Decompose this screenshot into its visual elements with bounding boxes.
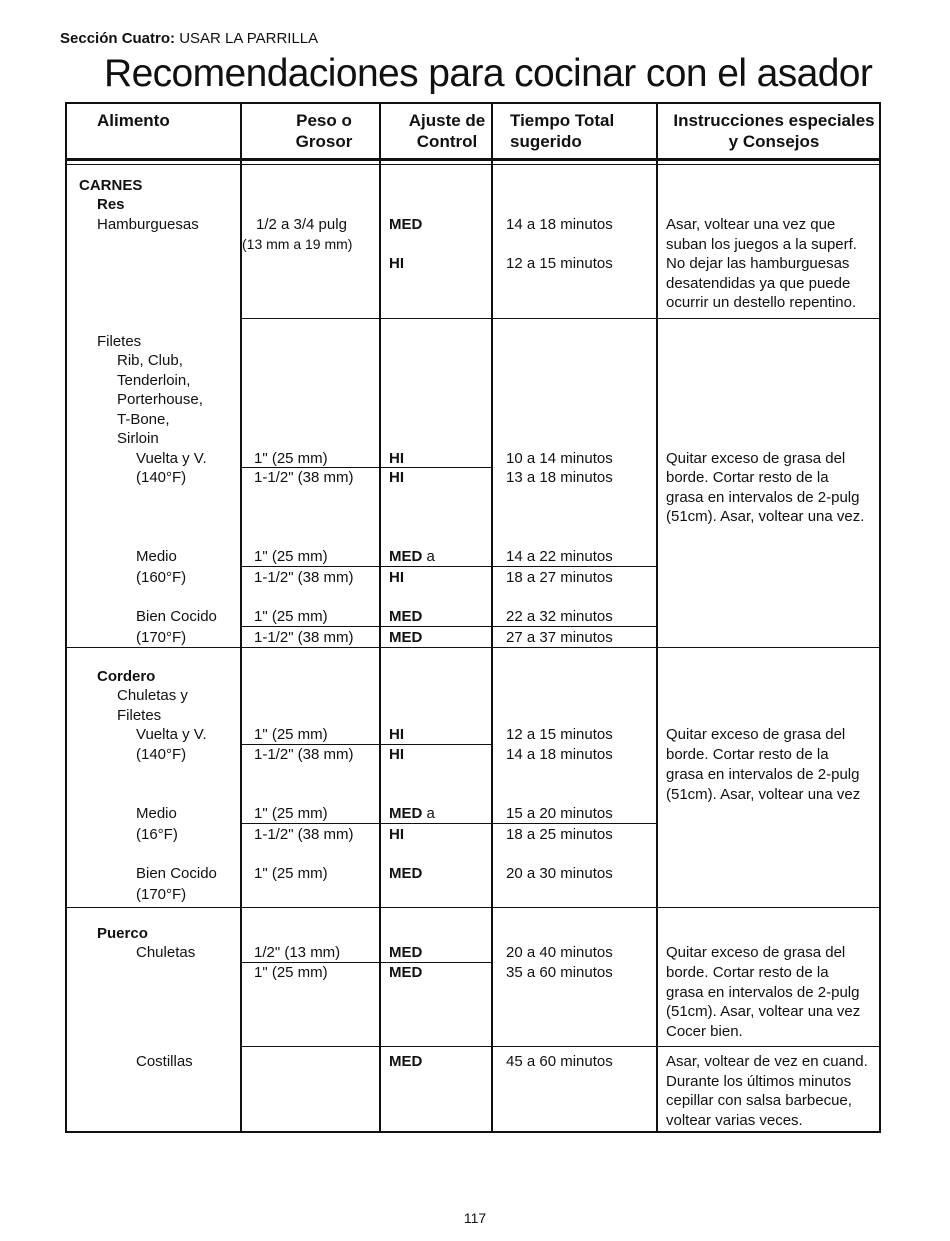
instruction-line: grasa en intervalos de 2-pulg [666, 766, 860, 783]
tiempo-value: 22 a 32 minutos [506, 608, 613, 625]
peso-value: 1-1/2" (38 mm) [254, 569, 354, 586]
tiempo-value: 10 a 14 minutos [506, 450, 613, 467]
subcategory-cordero: Cordero [97, 668, 156, 685]
ajuste-value: MED [389, 629, 423, 646]
peso-value: 1" (25 mm) [254, 608, 328, 625]
instruction-line: Quitar exceso de grasa del [666, 450, 846, 467]
peso-value: 1" (25 mm) [254, 805, 328, 822]
group-divider [65, 907, 881, 908]
doneness-label: Vuelta y V. [136, 726, 207, 743]
page-title: Recomendaciones para cocinar con el asador [104, 52, 873, 95]
instruction-line: Quitar exceso de grasa del [666, 944, 846, 961]
doneness-temp: (170°F) [136, 886, 187, 903]
header-rule [65, 164, 881, 165]
doneness-label: Medio [136, 805, 177, 822]
column-divider [491, 102, 493, 1133]
tiempo-value: 13 a 18 minutos [506, 469, 613, 486]
instruction-line: borde. Cortar resto de la [666, 746, 829, 763]
instruction-line: voltear varias veces. [666, 1112, 803, 1129]
tiempo-value: 14 a 18 minutos [506, 216, 613, 233]
tiempo-value: 14 a 18 minutos [506, 746, 613, 763]
instruction-line: ocurrir un destello repentino. [666, 294, 857, 311]
ajuste-value: MED a [389, 805, 435, 822]
tiempo-value: 27 a 37 minutos [506, 629, 613, 646]
category-carnes: CARNES [79, 177, 143, 194]
col-header-tiempo: Tiempo Total sugerido [510, 111, 615, 151]
instruction-line: grasa en intervalos de 2-pulg [666, 984, 860, 1001]
header-rule [65, 158, 881, 161]
tiempo-value: 18 a 27 minutos [506, 569, 613, 586]
doneness-temp: (140°F) [136, 746, 187, 763]
peso-value: 1/2 a 3/4 pulg [256, 216, 347, 233]
ajuste-value: MED [389, 216, 423, 233]
peso-value: 1-1/2" (38 mm) [254, 629, 354, 646]
ajuste-value: HI [389, 469, 404, 486]
doneness-label: Medio [136, 548, 177, 565]
col-header-peso: Peso o Grosor [295, 111, 353, 151]
peso-value: 1" (25 mm) [254, 450, 328, 467]
ajuste-value: HI [389, 569, 404, 586]
row-divider [240, 1046, 881, 1047]
peso-value: 1" (25 mm) [254, 964, 328, 981]
ajuste-value: MED [389, 608, 423, 625]
page-number: 117 [463, 1210, 487, 1226]
tiempo-value: 20 a 30 minutos [506, 865, 613, 882]
doneness-label: Bien Cocido [136, 608, 217, 625]
ajuste-value: HI [389, 255, 404, 272]
ajuste-value: MED [389, 865, 423, 882]
doneness-temp: (160°F) [136, 569, 187, 586]
instruction-line: Asar, voltear una vez que [666, 216, 836, 233]
ajuste-value: HI [389, 450, 404, 467]
peso-value: 1-1/2" (38 mm) [254, 746, 354, 763]
col-header-ajuste: Ajuste de Control [408, 111, 486, 151]
instruction-line: cepillar con salsa barbecue, [666, 1092, 852, 1109]
peso-value: 1-1/2" (38 mm) [254, 826, 354, 843]
ajuste-value: HI [389, 826, 404, 843]
ajuste-value: MED [389, 964, 423, 981]
food-cut: Chuletas y [117, 687, 188, 704]
food-cut: T-Bone, [117, 411, 170, 428]
food-cut: Sirloin [117, 430, 159, 447]
section-heading [60, 30, 318, 47]
instruction-line: (51cm). Asar, voltear una vez [666, 786, 861, 803]
instruction-line: Cocer bien. [666, 1023, 743, 1040]
food-chuletas: Chuletas [136, 944, 196, 961]
tiempo-value: 18 a 25 minutos [506, 826, 613, 843]
instruction-line: No dejar las hamburguesas [666, 255, 850, 272]
food-hamburguesas: Hamburguesas [97, 216, 199, 233]
instruction-line: Durante los últimos minutos [666, 1073, 852, 1090]
instruction-line: suban los juegos a la superf. [666, 236, 857, 253]
col-header-instrucciones: Instrucciones especiales y Consejos [673, 111, 875, 151]
doneness-temp: (16°F) [136, 826, 178, 843]
peso-value: 1" (25 mm) [254, 865, 328, 882]
instruction-line: grasa en intervalos de 2-pulg [666, 489, 860, 506]
tiempo-value: 35 a 60 minutos [506, 964, 613, 981]
tiempo-value: 15 a 20 minutos [506, 805, 613, 822]
ajuste-value: MED a [389, 548, 435, 565]
subcategory-res: Res [97, 196, 125, 213]
food-cut: Filetes [117, 707, 162, 724]
doneness-temp: (140°F) [136, 469, 187, 486]
peso-value: 1/2" (13 mm) [254, 944, 341, 961]
col-header-alimento: Alimento [97, 111, 170, 130]
section-name: USAR LA PARRILLA [179, 30, 319, 47]
tiempo-value: 14 a 22 minutos [506, 548, 613, 565]
tiempo-value: 45 a 60 minutos [506, 1053, 613, 1070]
ajuste-value: HI [389, 746, 404, 763]
doneness-label: Vuelta y V. [136, 450, 207, 467]
food-cut: Porterhouse, [117, 391, 203, 408]
food-cut: Rib, Club, [117, 352, 183, 369]
instruction-line: borde. Cortar resto de la [666, 469, 829, 486]
instruction-line: (51cm). Asar, voltear una vez. [666, 508, 865, 525]
column-divider [656, 102, 658, 1133]
row-divider [240, 318, 881, 319]
tiempo-value: 20 a 40 minutos [506, 944, 613, 961]
peso-value: (13 mm a 19 mm) [242, 236, 353, 252]
instruction-line: Quitar exceso de grasa del [666, 726, 846, 743]
food-cut: Tenderloin, [117, 372, 191, 389]
peso-value: 1" (25 mm) [254, 548, 328, 565]
section-label: Sección Cuatro: [60, 30, 176, 47]
instruction-line: Asar, voltear de vez en cuand. [666, 1053, 868, 1070]
food-costillas: Costillas [136, 1053, 193, 1070]
ajuste-value: MED [389, 944, 423, 961]
doneness-label: Bien Cocido [136, 865, 217, 882]
doneness-temp: (170°F) [136, 629, 187, 646]
column-divider [379, 102, 381, 1133]
instruction-line: desatendidas ya que puede [666, 275, 851, 292]
instruction-line: (51cm). Asar, voltear una vez [666, 1003, 861, 1020]
tiempo-value: 12 a 15 minutos [506, 726, 613, 743]
group-divider [65, 647, 881, 648]
subcategory-puerco: Puerco [97, 925, 148, 942]
peso-value: 1-1/2" (38 mm) [254, 469, 354, 486]
peso-value: 1" (25 mm) [254, 726, 328, 743]
food-filetes: Filetes [97, 333, 142, 350]
ajuste-value: HI [389, 726, 404, 743]
tiempo-value: 12 a 15 minutos [506, 255, 613, 272]
column-divider [240, 102, 242, 1133]
instruction-line: borde. Cortar resto de la [666, 964, 829, 981]
ajuste-value: MED [389, 1053, 423, 1070]
